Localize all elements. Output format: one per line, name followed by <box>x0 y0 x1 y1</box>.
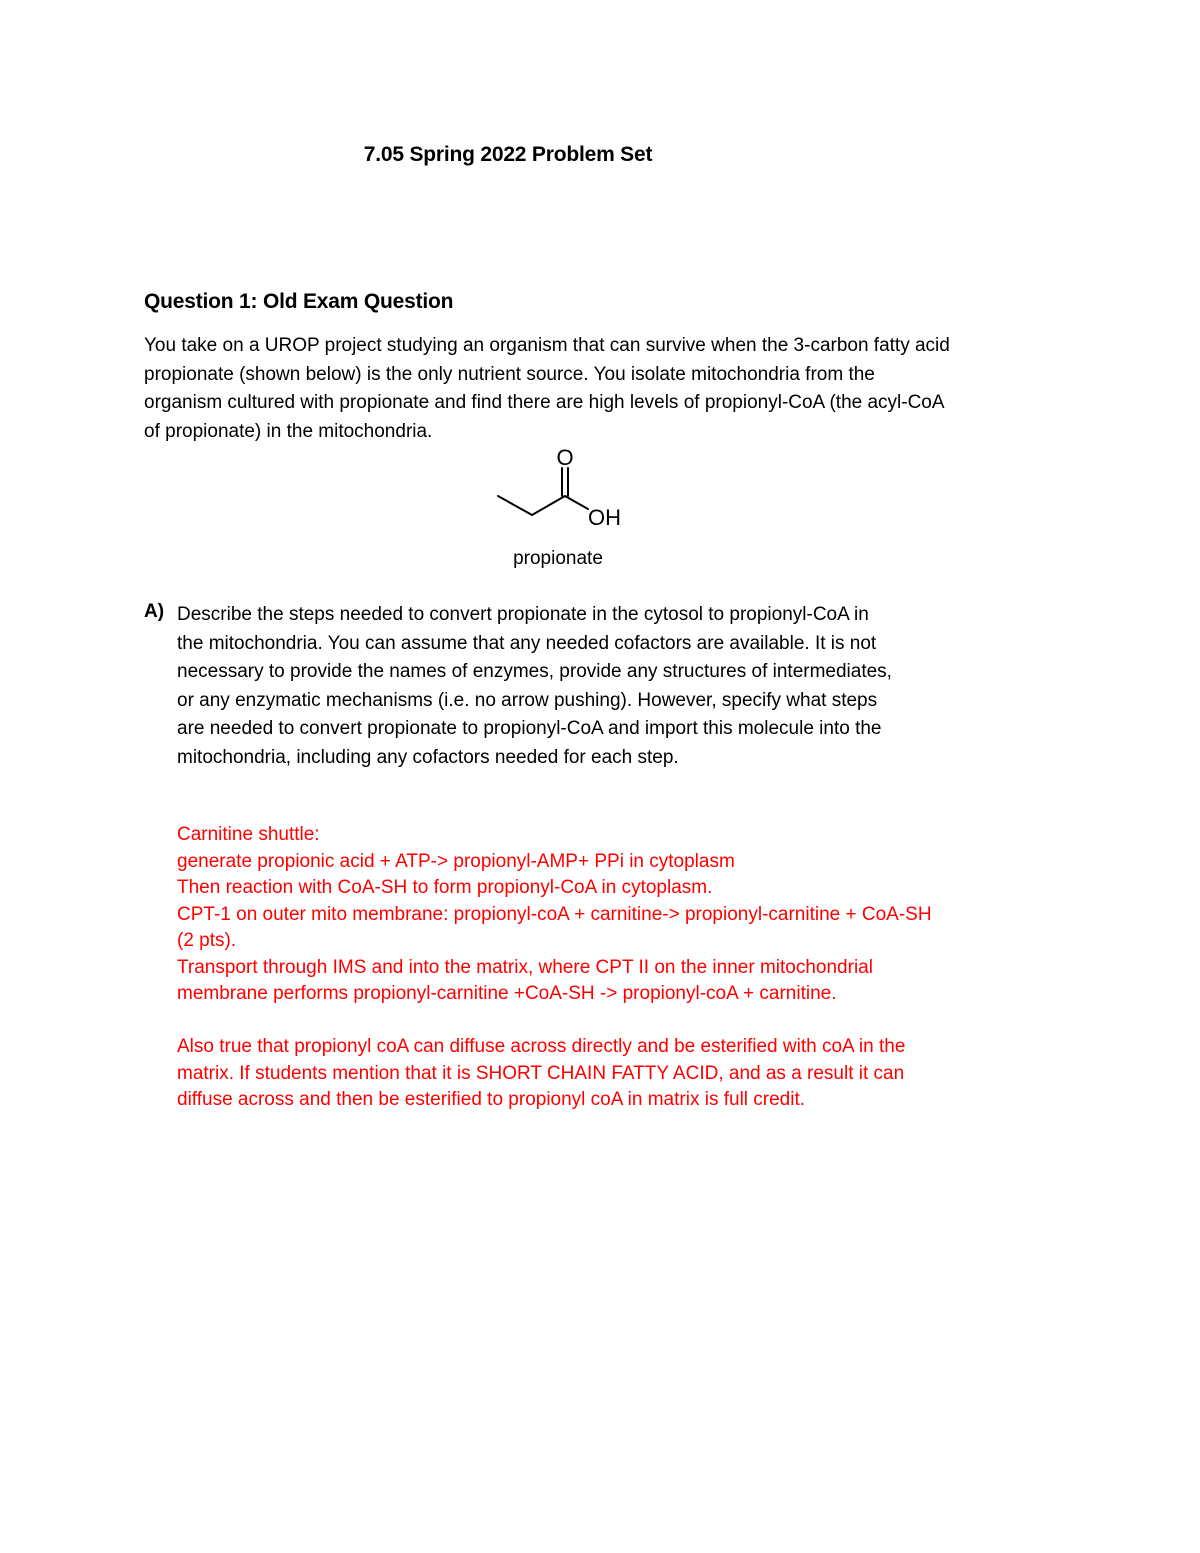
bond-c1-c2 <box>498 496 532 515</box>
intro-line: propionate (shown below) is the only nutrient source. You isolate mitochondria from the <box>144 363 875 385</box>
part-a-label: A) <box>144 601 165 622</box>
question-heading: Question 1: Old Exam Question <box>144 290 454 313</box>
bond-c2-c3 <box>532 496 565 515</box>
part-a-line: necessary to provide the names of enzymes, provide any structures of intermediates, <box>177 661 892 682</box>
part-a-line: Describe the steps needed to convert propionate in the cytosol to propionyl-CoA in <box>177 604 869 625</box>
answer-line: Carnitine shuttle: <box>177 824 320 845</box>
answer-line: diffuse across and then be esterified to propionyl coA in matrix is full credit. <box>177 1089 806 1110</box>
atom-o-label: O <box>556 445 574 470</box>
bond-c3-oh <box>565 496 588 509</box>
part-a-line: mitochondria, including any cofactors needed for each step. <box>177 746 679 768</box>
intro-line: of propionate) in the mitochondria. <box>144 420 433 442</box>
part-a-line: are needed to convert propionate to propionyl-CoA and import this molecule into the <box>177 718 882 739</box>
atom-oh-label: OH <box>588 505 621 530</box>
intro-line: You take on a UROP project studying an organism that can survive when the 3-carbon fatty acid <box>144 335 950 356</box>
part-a-line: the mitochondria. You can assume that any needed cofactors are available. It is not <box>177 632 877 654</box>
answer-line: Transport through IMS and into the matrix, where CPT II on the inner mitochondrial <box>177 956 873 978</box>
answer-line: Also true that propionyl coA can diffuse across directly and be esterified with coA in the <box>177 1036 906 1057</box>
answer-line: (2 pts). <box>177 930 237 951</box>
answer-line: CPT-1 on outer mito membrane: propionyl-coA + carnitine-> propionyl-carnitine + CoA-SH <box>177 903 932 925</box>
part-a-text <box>177 601 1057 772</box>
propionate-structure <box>480 440 640 540</box>
question-intro <box>144 332 1074 446</box>
answer-line: Then reaction with CoA-SH to form propionyl-CoA in cytoplasm. <box>177 877 713 898</box>
structure-caption: propionate <box>513 548 603 569</box>
answer-spacer <box>177 1008 1077 1035</box>
answer-key <box>177 822 1077 1114</box>
answer-line: matrix. If students mention that it is SHORT CHAIN FATTY ACID, and as a result it can <box>177 1062 905 1084</box>
page-title: 7.05 Spring 2022 Problem Set <box>363 143 653 166</box>
answer-line: membrane performs propionyl-carnitine +CoA-SH -> propionyl-coA + carnitine. <box>177 983 837 1004</box>
intro-line: organism cultured with propionate and find there are high levels of propionyl-CoA (the acyl-CoA <box>144 392 945 413</box>
answer-line: generate propionic acid + ATP-> propionyl-AMP+ PPi in cytoplasm <box>177 850 735 872</box>
part-a-line: or any enzymatic mechanisms (i.e. no arrow pushing). However, specify what steps <box>177 689 878 711</box>
